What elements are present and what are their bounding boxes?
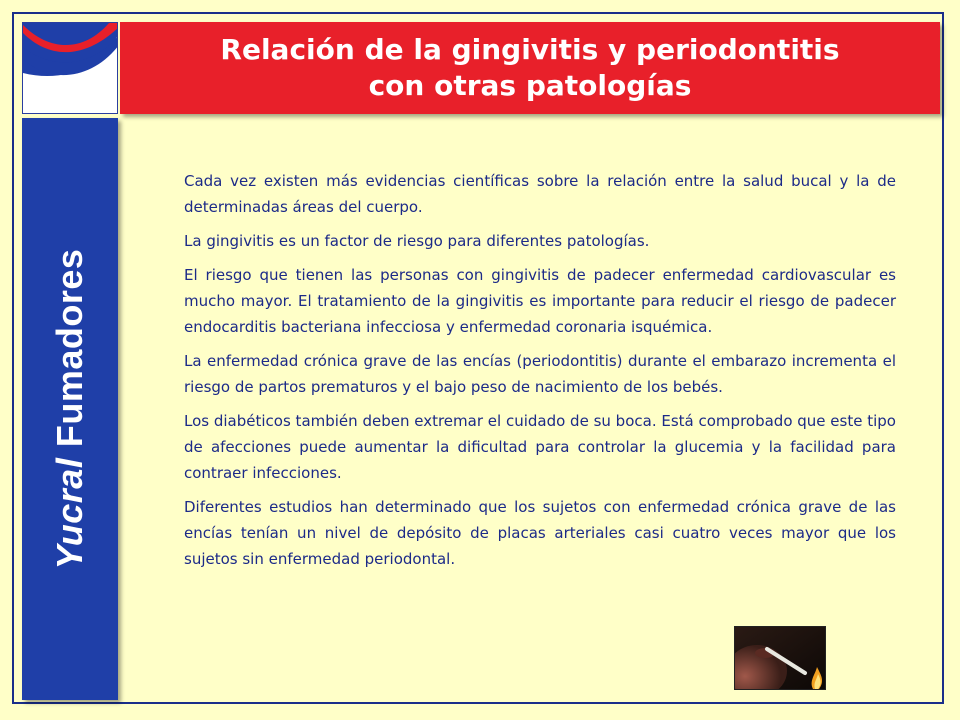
paragraph-4: La enfermedad crónica grave de las encías (periodontitis) durante el embarazo incrementa el riesgo de partos prematuros y el bajo peso de nacimiento de los bebés. xyxy=(184,352,896,396)
brand-name: Yucral xyxy=(49,457,90,570)
title-banner xyxy=(120,22,940,114)
sidebar-brand-text xyxy=(49,249,91,570)
page-title-line-1: Relación de la gingivitis y periodontitis xyxy=(220,33,840,66)
page-title-line-2: con otras patologías xyxy=(368,69,692,102)
paragraph-2: La gingivitis es un factor de riesgo para diferentes patologías. xyxy=(184,232,650,250)
paragraph-6: Diferentes estudios han determinado que los sujetos con enfermedad crónica grave de las encías tenían un nivel de depósito de placas arteriales casi cuatro veces mayor que los sujetos sin enfermedad periodontal. xyxy=(184,498,896,568)
paragraph-1: Cada vez existen más evidencias científicas sobre la relación entre la salud bucal y la de determinadas áreas del cuerpo. xyxy=(184,172,896,216)
body-text xyxy=(184,168,896,580)
yucral-logo-icon xyxy=(22,22,118,114)
paragraph-5: Los diabéticos también deben extremar el cuidado de su boca. Está comprobado que este tipo de afecciones puede aumentar la dificultad para controlar la glucemia y la facilidad para contraer infecciones. xyxy=(184,412,896,482)
paragraph-3: El riesgo que tienen las personas con gingivitis de padecer enfermedad cardiovascular es mucho mayor. El tratamiento de la gingivitis es importante para reducir el riesgo de padecer endocarditis bacteriana infecciosa y enfermedad coronaria isquémica. xyxy=(184,266,896,336)
smoking-photo-icon xyxy=(734,626,826,690)
sidebar-brand-panel xyxy=(22,118,118,700)
brand-word: Fumadores xyxy=(49,248,90,448)
